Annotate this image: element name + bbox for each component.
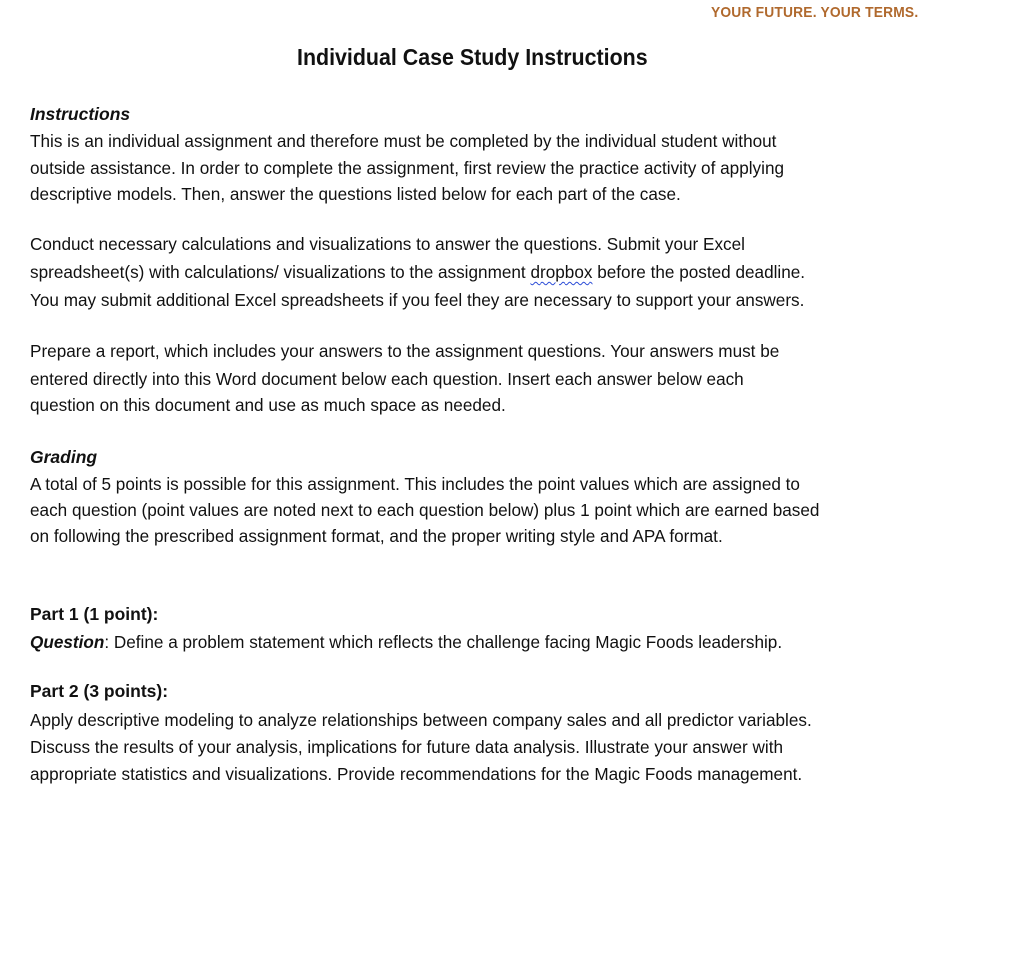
instructions-heading: Instructions <box>30 104 131 124</box>
grading-heading: Grading <box>30 447 98 467</box>
paragraph-line: outside assistance. In order to complete the assignment, first review the practice activity of applying <box>30 158 785 178</box>
paragraph-line: Apply descriptive modeling to analyze relationships between company sales and all predictor variables. <box>30 710 812 730</box>
part1-heading: Part 1 (1 point): <box>30 604 159 624</box>
paragraph-line: Discuss the results of your analysis, implications for future data analysis. Illustrate your answer with <box>30 737 784 757</box>
text: before the posted deadline. <box>592 262 806 282</box>
paragraph-line: Conduct necessary calculations and visualizations to answer the questions. Submit your Excel <box>30 234 745 254</box>
paragraph-line: on following the prescribed assignment format, and the proper writing style and APA format. <box>30 526 723 546</box>
page-title: Individual Case Study Instructions <box>297 44 648 70</box>
paragraph-line: Prepare a report, which includes your answers to the assignment questions. Your answers must be <box>30 341 780 361</box>
paragraph-line: appropriate statistics and visualizations. Provide recommendations for the Magic Foods management. <box>30 764 803 784</box>
text: spreadsheet(s) with calculations/ visualizations to the assignment <box>30 262 531 282</box>
paragraph-line <box>30 262 805 283</box>
header-tagline: YOUR FUTURE. YOUR TERMS. <box>711 4 919 21</box>
part2-heading: Part 2 (3 points): <box>30 681 169 701</box>
part1-question <box>30 632 782 653</box>
paragraph-line: You may submit additional Excel spreadsheets if you feel they are necessary to support your answers. <box>30 290 805 310</box>
question-label: Question <box>30 632 105 652</box>
paragraph-line: each question (point values are noted next to each question below) plus 1 point which are earned based <box>30 500 820 520</box>
paragraph-line: This is an individual assignment and therefore must be completed by the individual student without <box>30 131 777 151</box>
spellcheck-word[interactable]: dropbox <box>530 262 593 282</box>
paragraph-line: entered directly into this Word document below each question. Insert each answer below each <box>30 369 744 389</box>
question-text: : Define a problem statement which reflects the challenge facing Magic Foods leadership. <box>104 632 783 652</box>
paragraph-line: A total of 5 points is possible for this assignment. This includes the point values which are assigned to <box>30 474 800 494</box>
paragraph-line: descriptive models. Then, answer the questions listed below for each part of the case. <box>30 184 681 204</box>
paragraph-line: question on this document and use as much space as needed. <box>30 395 506 415</box>
